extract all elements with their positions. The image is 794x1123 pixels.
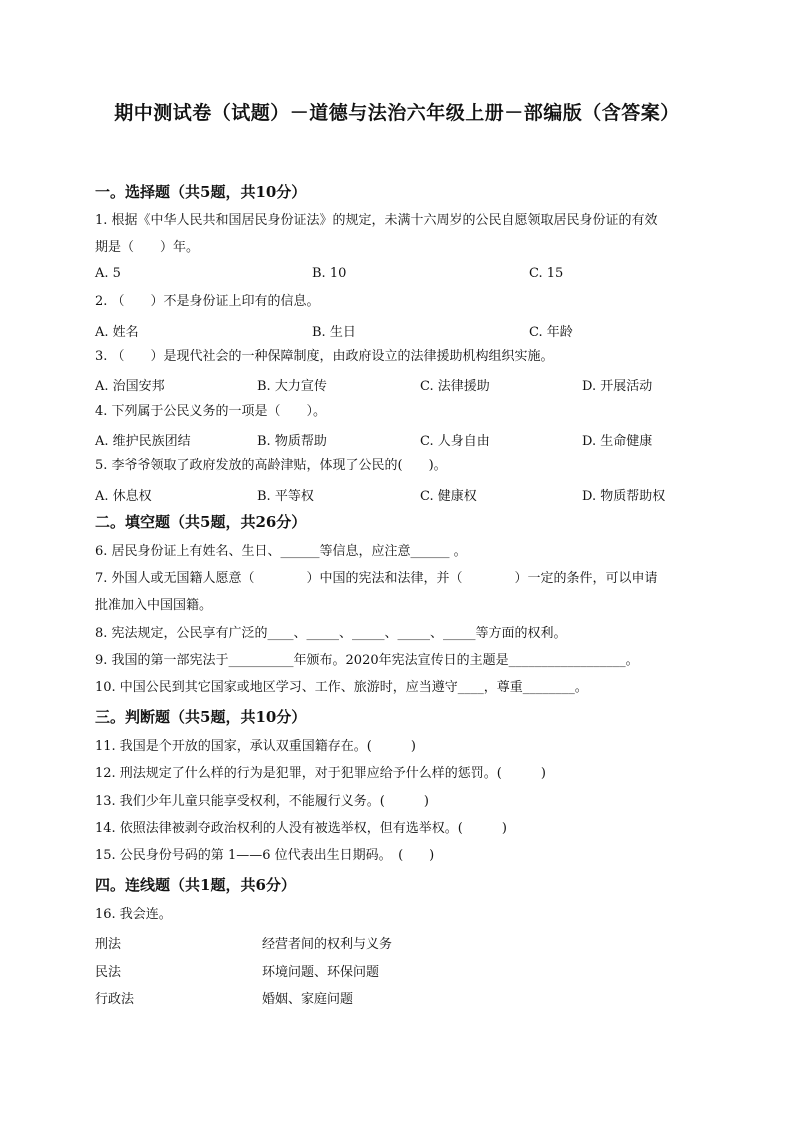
question-8: 8. 宪法规定，公民享有广泛的____、_____、_____、_____、_____等方面的权利。 xyxy=(95,626,567,641)
section-heading-fill: 二。填空题（共5题，共26分） xyxy=(95,513,307,531)
question-1-option-a: A. 5 xyxy=(95,266,121,281)
question-2: 2. （ ）不是身份证上印有的信息。 xyxy=(95,294,320,309)
question-7-line-1: 7. 外国人或无国籍人愿意（ ）中国的宪法和法律，并（ ）一定的条件，可以申请 xyxy=(95,571,658,586)
question-4: 4. 下列属于公民义务的一项是（ ）。 xyxy=(95,404,327,419)
question-5: 5. 李爷爷领取了政府发放的高龄津贴，体现了公民的( )。 xyxy=(95,458,447,473)
match-right-item: 经营者间的权利与义务 xyxy=(262,937,393,952)
question-3-option-d: D. 开展活动 xyxy=(582,379,653,394)
question-4-option-d: D. 生命健康 xyxy=(582,434,653,449)
question-5-option-d: D. 物质帮助权 xyxy=(582,489,666,504)
question-11: 11. 我国是个开放的国家，承认双重国籍存在。( ) xyxy=(95,739,416,754)
question-16: 16. 我会连。 xyxy=(95,907,172,922)
page-title: 期中测试卷（试题）－道德与法治六年级上册－部编版（含答案） xyxy=(114,102,680,124)
section-heading-choice: 一。选择题（共5题，共10分） xyxy=(95,183,307,201)
section-heading-judge: 三。判断题（共5题，共10分） xyxy=(95,708,307,726)
question-1-option-c: C. 15 xyxy=(529,266,564,281)
question-15: 15. 公民身份号码的第 1——6 位代表出生日期码。 ( ) xyxy=(95,848,435,863)
question-6: 6. 居民身份证上有姓名、生日、______等信息，应注意______ 。 xyxy=(95,544,467,559)
question-14: 14. 依照法律被剥夺政治权利的人没有被选举权，但有选举权。( ) xyxy=(95,821,507,836)
question-2-option-b: B. 生日 xyxy=(312,325,356,340)
match-right-item: 环境问题、环保问题 xyxy=(262,965,380,980)
question-3-option-b: B. 大力宣传 xyxy=(257,379,327,394)
match-left-item: 行政法 xyxy=(95,992,135,1007)
question-2-option-c: C. 年龄 xyxy=(529,325,573,340)
question-4-option-b: B. 物质帮助 xyxy=(257,434,327,449)
question-3-option-a: A. 治国安邦 xyxy=(95,379,165,394)
match-right-item: 婚姻、家庭问题 xyxy=(262,992,354,1007)
question-7-line-2: 批准加入中国国籍。 xyxy=(95,598,213,613)
question-5-option-c: C. 健康权 xyxy=(420,489,477,504)
question-4-option-c: C. 人身自由 xyxy=(420,434,490,449)
question-1-line-1: 1. 根据《中华人民共和国居民身份证法》的规定，未满十六周岁的公民自愿领取居民身份证的有效 xyxy=(95,213,658,228)
question-13: 13. 我们少年儿童只能享受权利，不能履行义务。( ) xyxy=(95,794,429,809)
question-3: 3. （ ）是现代社会的一种保障制度，由政府设立的法律援助机构组织实施。 xyxy=(95,349,554,364)
question-5-option-a: A. 休息权 xyxy=(95,489,152,504)
question-3-option-c: C. 法律援助 xyxy=(420,379,490,394)
match-left-item: 刑法 xyxy=(95,937,122,952)
question-10: 10. 中国公民到其它国家或地区学习、工作、旅游时，应当遵守____，尊重________。 xyxy=(95,680,588,695)
question-4-option-a: A. 维护民族团结 xyxy=(95,434,191,449)
question-2-option-a: A. 姓名 xyxy=(95,325,139,340)
section-heading-match: 四。连线题（共1题，共6分） xyxy=(95,876,296,894)
question-9: 9. 我国的第一部宪法于__________年颁布。2020年宪法宣传日的主题是__________________。 xyxy=(95,653,639,668)
question-5-option-b: B. 平等权 xyxy=(257,489,314,504)
question-12: 12. 刑法规定了什么样的行为是犯罪，对于犯罪应给予什么样的惩罚。( ) xyxy=(95,766,546,781)
match-left-item: 民法 xyxy=(95,965,122,980)
question-1-option-b: B. 10 xyxy=(312,266,347,281)
question-1-line-2: 期是（ ）年。 xyxy=(95,240,200,255)
